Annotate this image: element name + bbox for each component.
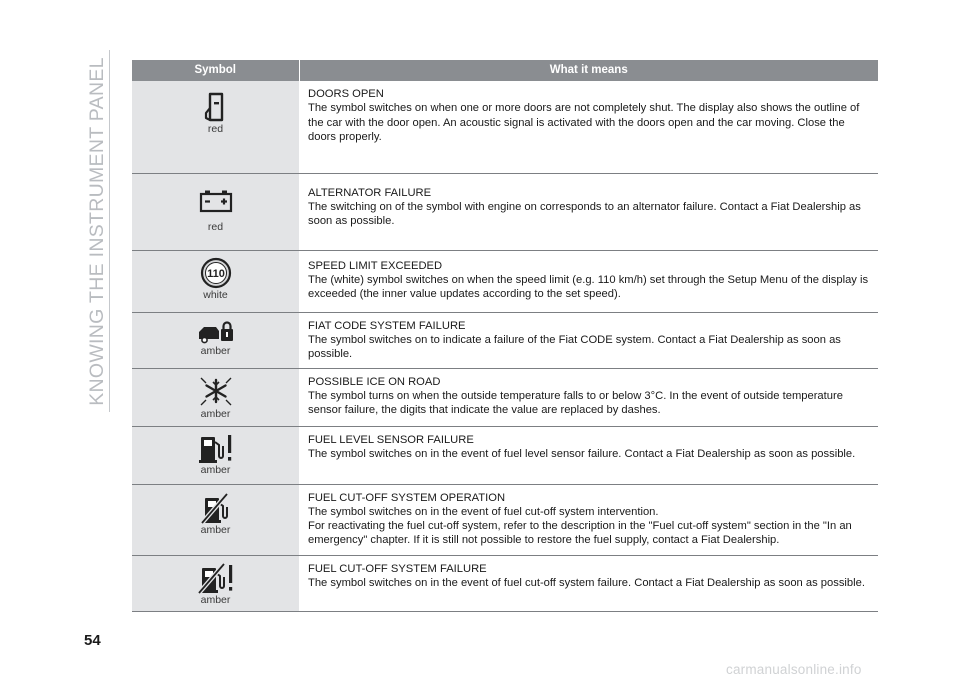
header-meaning: What it means — [299, 60, 878, 81]
table-row — [132, 555, 878, 611]
header-symbol: Symbol — [132, 60, 299, 81]
warning-text: The symbol turns on when the outside temperature falls to or below 3°C. In the event of outside temperature sensor failure, the digits that indicate the value are replaced by dashes. — [308, 389, 843, 417]
speed-limit-value: 110 — [206, 267, 225, 280]
warning-text: The symbol switches on in the event of fuel level sensor failure. Contact a Fiat Dealership as soon as possible. — [308, 447, 856, 460]
table-row — [132, 312, 878, 368]
warning-text: The symbol switches on in the event of fuel cut-off system intervention. — [308, 505, 659, 518]
description-cell — [299, 368, 878, 426]
warning-text: The symbol switches on to indicate a failure of the Fiat CODE system. Contact a Fiat Dealership as soon as possible. — [308, 333, 841, 361]
description-cell — [299, 555, 878, 611]
description-cell — [299, 173, 878, 250]
warning-symbols-table — [132, 60, 878, 612]
warning-text: The (white) symbol switches on when the speed limit (e.g. 110 km/h) set through the Setup Menu of the display is exceeded (the inner value updates according to the set speed). — [308, 273, 869, 301]
symbol-color: red — [207, 123, 224, 135]
fuel-pump-warning-icon — [197, 432, 235, 464]
warning-title: FUEL LEVEL SENSOR FAILURE — [308, 433, 474, 446]
symbol-color: amber — [200, 523, 231, 536]
battery-icon — [198, 188, 234, 214]
warning-title: FUEL CUT-OFF SYSTEM FAILURE — [308, 562, 487, 575]
door-open-icon — [204, 91, 228, 123]
warning-title: ALTERNATOR FAILURE — [308, 186, 432, 199]
warning-title: FUEL CUT-OFF SYSTEM OPERATION — [308, 491, 506, 504]
warning-title: FIAT CODE SYSTEM FAILURE — [308, 319, 466, 332]
warning-title: DOORS OPEN — [308, 88, 384, 100]
symbol-cell — [132, 173, 299, 250]
warning-title: POSSIBLE ICE ON ROAD — [308, 375, 441, 388]
table-row — [132, 81, 878, 173]
fuel-cutoff-icon — [199, 492, 233, 524]
warning-title: SPEED LIMIT EXCEEDED — [308, 259, 443, 272]
table-row — [132, 484, 878, 555]
warning-text-continued: For reactivating the fuel cut-off system, refer to the description in the "Fuel cut-off system" section in the "In an emergency" chapter. If it is still not possible to restore the fuel supply, contact a Fiat Dealership. — [308, 520, 852, 547]
warning-text: The symbol switches on in the event of fuel cut-off system failure. Contact a Fiat Dealership as soon as possible. — [308, 576, 865, 589]
fuel-cutoff-warning-icon — [196, 562, 236, 594]
table-row — [132, 173, 878, 250]
section-title-text: KNOWING THE INSTRUMENT PANEL — [85, 56, 108, 406]
symbol-cell — [132, 484, 299, 555]
description-cell — [299, 250, 878, 312]
section-divider — [109, 50, 110, 412]
warning-text: The symbol switches on when one or more doors are not completely shut. The display also shows the outline of the car with the door open. An acoustic signal is activated with the doors open and the car moving. Close the doors properly. — [308, 102, 860, 143]
watermark: carmanualsonline.info — [726, 662, 862, 677]
warning-text: The switching on of the symbol with engine on corresponds to an alternator failure. Contact a Fiat Dealership as soon as possible. — [308, 200, 861, 228]
symbol-color: white — [203, 288, 228, 301]
table-row — [132, 426, 878, 484]
symbol-cell — [132, 250, 299, 312]
symbol-color: red — [207, 220, 224, 233]
page-number: 54 — [84, 632, 101, 649]
section-title-vertical — [84, 50, 110, 412]
description-cell — [299, 81, 878, 173]
symbol-color: amber — [200, 463, 231, 476]
car-padlock-icon — [196, 319, 236, 345]
symbol-cell — [132, 426, 299, 484]
table-row — [132, 368, 878, 426]
symbol-cell — [132, 555, 299, 611]
table-row — [132, 250, 878, 312]
description-cell — [299, 484, 878, 555]
table-header-row — [132, 60, 878, 81]
symbol-cell — [132, 81, 299, 173]
speed-limit-icon — [200, 257, 232, 289]
symbol-color: amber — [200, 344, 231, 357]
symbol-color: amber — [200, 407, 231, 420]
symbol-color: amber — [200, 593, 231, 606]
snowflake-icon — [198, 374, 234, 408]
symbol-cell — [132, 368, 299, 426]
description-cell — [299, 312, 878, 368]
description-cell — [299, 426, 878, 484]
symbol-cell — [132, 312, 299, 368]
